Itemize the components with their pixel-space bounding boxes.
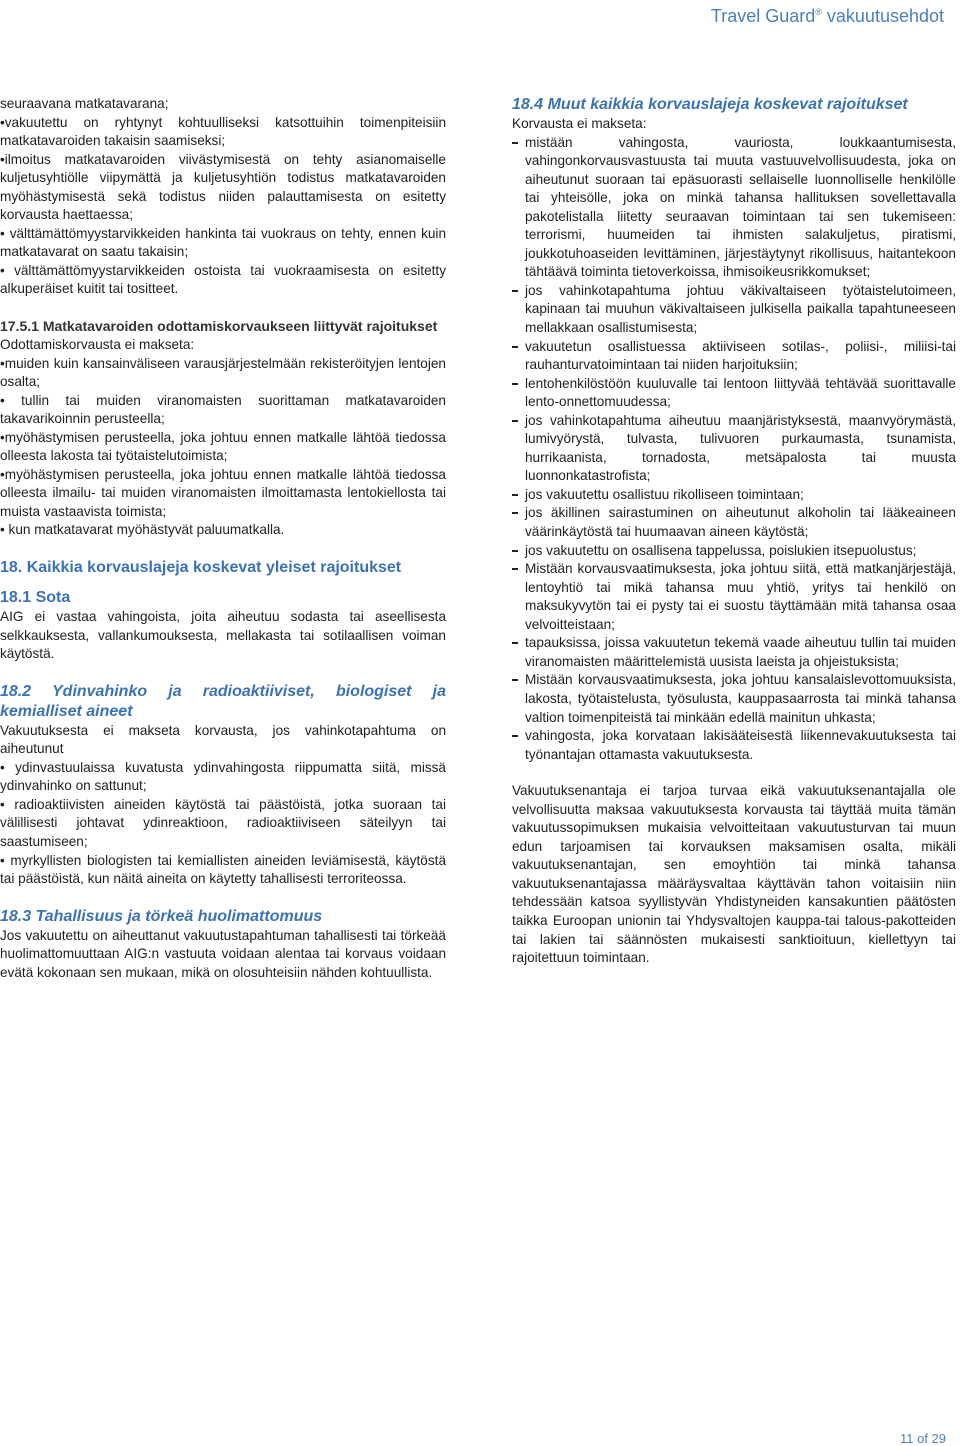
exclusion-item: tapauksissa, joissa vakuutetun tekemä vaade aiheutuu tullin tai muiden viranomaisten määrittelemistä uusista laeista ja ohjeistuksista; [512,634,956,671]
exclusion-list [512,134,956,765]
sanctions-clause: Vakuutuksenantaja ei tarjoa turvaa eikä vakuutuksenantajalla ole velvollisuutta maksaa vakuutuksesta korvausta tai täyttää muita tämän vakuutussopimuksen mukaisia velvoitteitaan vakuutusturvan tai muun edun tarjoamisen tai korvauksen maksamisen osalta, mikäli vakuutuksenantajan, sen emoyhtiön tai minkä tahansa vakuutuksenantajassa määräysvaltaa käyttävän tahon voitaisiin niin tehdessään katsoa syyllistyvän Yhdistyneiden kansakuntien päätösten taikka Euroopan unionin tai Yhdysvaltojen kauppa-tai talous-pakotteiden tai lakien tai säännösten mukaisesti sanktioituun, kiellettyyn tai rajoitettuun toimintaan. [512,783,956,966]
exclusion-item: vahingosta, joka korvataan lakisääteisestä liikennevakuutuksesta tai työnantajan ottamasta vakuutuksesta. [512,727,956,764]
exclusion-item: jos vakuutettu osallistuu rikolliseen toimintaan; [512,486,956,505]
exclusion-item: jos äkillinen sairastuminen on aiheutunut alkoholin tai lääkeaineen väärinkäytöstä tai huumaavan aineen käytöstä; [512,504,956,541]
intro-line: •ilmoitus matkatavaroiden viivästymisestä on tehty asianomaiselle kuljetusyhtiölle viipymättä ja kuljetusyhtiön todistus matkatavaroiden myöhästymisestä sekä todistus niiden palauttamisesta on esitetty korvausta haettaessa; [0,151,446,223]
section-18-2-intro: Vakuutuksesta ei makseta korvausta, jos vahinkotapahtuma on aiheutunut [0,722,446,757]
intro-line: • välttämättömyystarvikkeiden ostoista tai vuokraamisesta on esitetty alkuperäiset kuitit tai tositteet. [0,262,446,297]
brand-name: Travel Guard [710,6,816,26]
header-title: vakuutusehdot [821,6,944,26]
document-header [711,6,944,27]
section-18-1-heading: 18.1 Sota [0,589,71,607]
section-17-5-1-item: •myöhästymisen perusteella, joka johtuu ennen matkalle lähtöä tiedossa olleesta lakosta tai työtaistelutoimista; [0,429,446,464]
exclusion-item: jos vahinkotapahtuma johtuu väkivaltaiseen työtaistelutoimeen, kapinaan tai muuhun väkivaltaiseen julkisella paikalla tapahtuneeseen mellakkaan osallistumisesta; [512,282,956,338]
section-18-3-text: Jos vakuutettu on aiheuttanut vakuutustapahtuman tahallisesti tai törkeää huolimattomuuttaan AIG:n vastuuta voidaan alentaa tai korvaus voidaan evätä kokonaan sen mukaan, mikä on olosuhteisiin nähden kohtuullista. [0,927,446,980]
section-18-4-heading: 18.4 Muut kaikkia korvauslajeja koskevat rajoitukset [512,96,908,113]
section-18-2-heading: 18.2 Ydinvahinko ja radioaktiiviset, biologiset ja kemialliset aineet [0,682,446,720]
section-17-5-1-item: •myöhästymisen perusteella, joka johtuu ennen matkalle lähtöä tiedossa olleesta ilmailu- tai muiden viranomaisten ilmoittamasta lentokiellosta tai muista vastaavista toimista; [0,466,446,519]
right-column [512,95,956,968]
intro-line: • välttämättömyystarvikkeiden hankinta tai vuokraus on tehty, ennen kuin matkatavarat on saatu takaisin; [0,225,446,260]
exclusion-item: lentohenkilöstöön kuuluvalle tai lentoon liittyvää tehtävää suorittavalle lento-onnettomuudessa; [512,375,956,412]
intro-line: seuraavana matkatavarana; [0,96,169,111]
section-18-heading: 18. Kaikkia korvauslajeja koskevat yleiset rajoitukset [0,559,402,577]
exclusion-item: jos vakuutettu on osallisena tappelussa, poislukien itsepuolustus; [512,542,956,561]
section-18-2-item: • myrkyllisten biologisten tai kemiallisten aineiden leviämisestä, käytöstä tai päästöistä, kun näitä aineita on käytetty tahallisesti terroriteossa. [0,852,446,887]
exclusion-item: jos vahinkotapahtuma aiheutuu maanjäristyksestä, maanvyörymästä, lumivyörystä, tulvasta, tulivuoren purkaumasta, tsunamista, hurrikaanista, tornadosta, metsäpalosta tai muusta luonnonkatastrofista; [512,412,956,486]
section-18-3-heading: 18.3 Tahallisuus ja törkeä huolimattomuus [0,907,323,925]
section-18-2-item: • radioaktiivisten aineiden käytöstä tai päästöistä, jotka suoraan tai välillisesti johtavat ydinreaktioon, radioaktiiviseen säteilyyn tai saastumiseen; [0,796,446,849]
section-17-5-1-item: • kun matkatavarat myöhästyvät paluumatkalla. [0,522,285,538]
section-17-5-1-intro: Odottamiskorvausta ei makseta: [0,337,195,353]
left-column [0,95,446,982]
intro-line: •vakuutettu on ryhtynyt kohtuulliseksi katsottuihin toimenpiteisiin matkatavaroiden takaisin saamiseksi; [0,114,446,149]
exclusion-item: Mistään korvausvaatimuksesta, joka johtuu kansalaislevottomuuksista, lakosta, työtaistelusta, työsulusta, kauppasaarrosta tai minkä tahansa valtion toimenpiteistä tai minkään edellä mainitun uhkasta; [512,671,956,727]
page-number: 11 of 29 [899,1431,946,1446]
exclusion-item: Mistään korvausvaatimuksesta, joka johtuu siitä, että matkanjärjestäjä, lentoyhtiö tai mikä tahansa muu yhtiö, yritys tai henkilö on maksukyvytön tai ei pysty tai ei suostu täyttämään mitä tahansa osaa velvoitteistaan; [512,560,956,634]
registered-mark: ® [815,7,822,17]
section-17-5-1-item: •muiden kuin kansainväliseen varausjärjestelmään rekisteröityjen lentojen osalta; [0,355,446,390]
section-17-5-1-heading: 17.5.1 Matkatavaroiden odottamiskorvaukseen liittyvät rajoitukset [0,318,438,335]
section-18-2-item: • ydinvastuulaissa kuvatusta ydinvahingosta riippumatta siitä, missä ydinvahinko on sattunut; [0,759,446,794]
section-17-5-1-item: • tullin tai muiden viranomaisten suorittaman matkatavaroiden takavarikoinnin perusteella; [0,392,446,427]
exclusion-item: vakuutetun osallistuessa aktiiviseen sotilas-, poliisi-, miliisi-tai rauhanturvatoimintaan tai niiden harjoituksiin; [512,338,956,375]
section-18-1-text: AIG ei vastaa vahingoista, joita aiheutuu sodasta tai aseellisesta selkkauksesta, vallankumouksesta, mellakasta tai sotilaallisen voiman käytöstä. [0,609,446,662]
intro-block [0,95,446,299]
exclusion-item: mistään vahingosta, vauriosta, loukkaantumisesta, vahingonkorvausvastuusta tai muuta vastuuvelvollisuudesta, joka on aiheutunut suoraan tai epäsuorasti sellaiselle luonnolliselle henkilölle tai yhteisölle, joka on minkä tahansa hallituksen sovellettavalla pakotelistalla liitetty seuraavan toimintaan tai sen tukemiseen: terrorismi, huumeiden tai ihmisten salakuljetus, piratismi, joukkotuhoaseiden levittäminen, järjestäytynyt rikollisuus, haitantekoon tähtäävä toiminta tietoverkoissa, ihmisoikeusrikkomukset; [512,134,956,282]
section-18-4-intro: Korvausta ei makseta: [512,116,647,131]
